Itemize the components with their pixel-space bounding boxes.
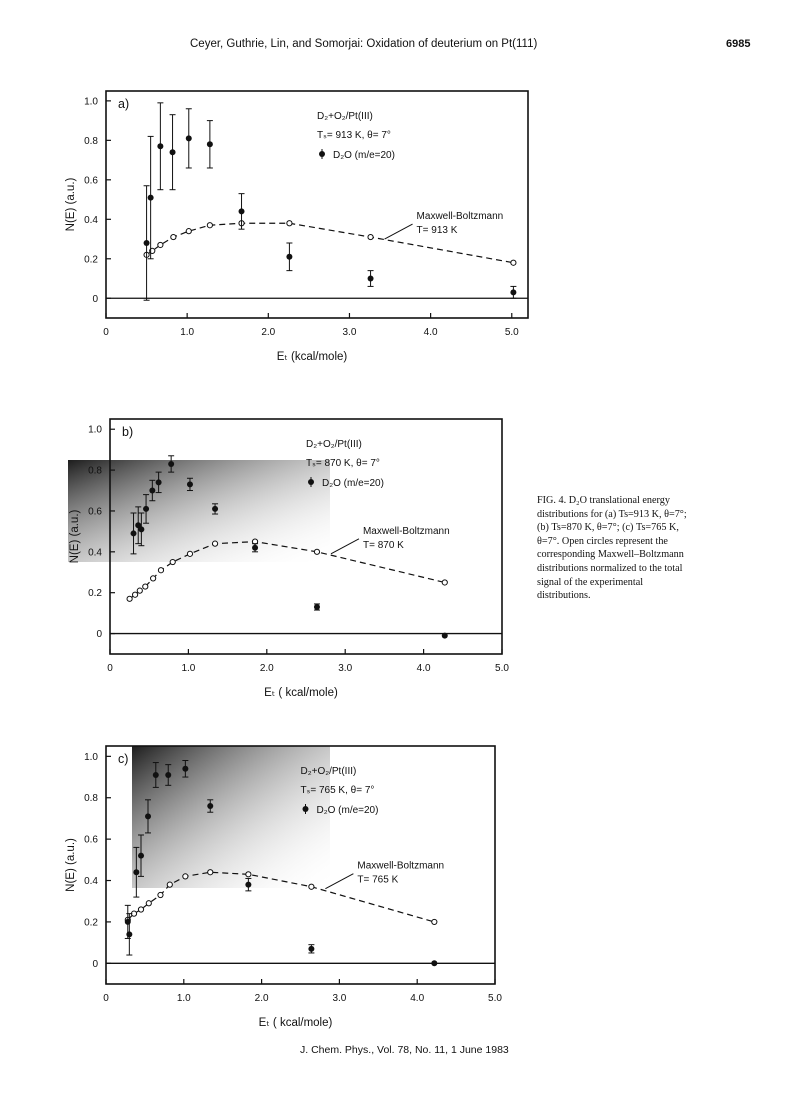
- data-point: [252, 545, 258, 551]
- y-tick-label: 0.4: [84, 214, 98, 226]
- x-tick-label: 2.0: [261, 327, 276, 338]
- x-tick-label: 0: [107, 663, 113, 674]
- mb-open-point: [246, 872, 251, 877]
- mb-open-point: [132, 592, 137, 597]
- chart-panel-c: [0, 740, 812, 1040]
- mb-open-point: [170, 559, 175, 564]
- data-point: [165, 772, 171, 778]
- legend-conditions: Tₛ= 913 K, θ= 7°: [317, 130, 391, 141]
- mb-open-point: [158, 568, 163, 573]
- y-tick-label: 0.6: [84, 175, 98, 187]
- panel-label: a): [118, 97, 130, 111]
- data-point: [368, 276, 374, 282]
- x-tick-label: 4.0: [410, 993, 425, 1004]
- mb-open-point: [171, 234, 176, 239]
- legend-conditions: Tₛ= 870 K, θ= 7°: [306, 458, 380, 469]
- y-tick-label: 0: [92, 293, 98, 305]
- mb-open-point: [442, 580, 447, 585]
- legend-species: D₂O (m/e=20): [322, 478, 384, 489]
- data-point: [186, 135, 192, 141]
- running-header-title: Ceyer, Guthrie, Lin, and Somorjai: Oxidation of deuterium on Pt(111): [190, 38, 538, 50]
- data-point: [510, 289, 516, 295]
- x-tick-label: 3.0: [342, 327, 357, 338]
- y-tick-label: 0.8: [84, 793, 98, 805]
- mb-open-point: [186, 229, 191, 234]
- mb-open-point: [187, 551, 192, 556]
- x-tick-label: 5.0: [504, 327, 519, 338]
- y-tick-label: 0.4: [84, 876, 98, 888]
- data-point: [126, 931, 132, 937]
- mb-open-point: [167, 882, 172, 887]
- y-tick-label: 0.2: [88, 588, 102, 600]
- data-point: [207, 141, 213, 147]
- x-tick-label: 0: [103, 993, 109, 1004]
- data-point: [239, 208, 245, 214]
- mb-open-point: [432, 919, 437, 924]
- plot-frame: [106, 91, 528, 318]
- y-tick-label: 0.6: [88, 506, 102, 518]
- data-point: [149, 488, 155, 494]
- mb-open-point: [368, 234, 373, 239]
- data-point: [182, 766, 188, 772]
- x-axis-label: Eₜ ( kcal/mole): [258, 1017, 333, 1029]
- mb-open-point: [143, 584, 148, 589]
- legend-conditions: Tₛ= 765 K, θ= 7°: [300, 785, 375, 796]
- data-point: [143, 506, 149, 512]
- panel-label: b): [122, 425, 134, 439]
- x-tick-label: 1.0: [181, 663, 196, 674]
- y-tick-label: 0: [96, 629, 102, 641]
- mb-open-point: [138, 907, 143, 912]
- mb-open-point: [127, 596, 132, 601]
- x-axis-label: Eₜ ( kcal/mole): [264, 687, 338, 699]
- data-point: [207, 803, 213, 809]
- data-point: [145, 813, 151, 819]
- mb-open-point: [151, 576, 156, 581]
- y-tick-label: 1.0: [84, 96, 98, 108]
- data-point: [170, 149, 176, 155]
- y-tick-label: 0.8: [88, 465, 102, 477]
- y-tick-label: 0.4: [88, 547, 102, 559]
- data-point: [156, 479, 162, 485]
- x-tick-label: 3.0: [338, 663, 353, 674]
- x-tick-label: 1.0: [180, 327, 195, 338]
- data-point: [131, 530, 137, 536]
- mb-label-title: Maxwell-Boltzmann: [416, 211, 504, 223]
- page-number: 6985: [726, 38, 751, 50]
- data-point: [431, 960, 437, 966]
- data-point: [153, 772, 159, 778]
- mb-curve: [147, 223, 514, 262]
- mb-open-point: [158, 242, 163, 247]
- data-point: [138, 853, 144, 859]
- chart-panel-a: [0, 84, 812, 384]
- legend-species: D₂O (m/e=20): [333, 150, 395, 161]
- legend-reaction: D₂+O₂/Pt(III): [300, 766, 357, 777]
- data-point: [187, 481, 193, 487]
- mb-open-point: [212, 541, 217, 546]
- caption-text: FIG. 4. D₂O translational energy distributions for (a) Ts=913 K, θ=7°; (b) Ts=870 K, θ=7°; (c) Ts=765 K, θ=7°. Open circles represent the corresponding Maxwell–Boltzmann distributions normalized to the total signal of the experimental distributions.: [537, 495, 687, 602]
- y-axis-label: N(E) (a.u.): [65, 838, 77, 892]
- data-point: [245, 882, 251, 888]
- y-tick-label: 0.6: [84, 834, 98, 846]
- x-tick-label: 2.0: [254, 993, 269, 1004]
- scan-shading: [68, 460, 330, 562]
- data-point: [148, 195, 154, 201]
- mb-label-temp: T= 765 K: [357, 874, 399, 886]
- legend-species: D₂O (m/e=20): [316, 805, 379, 816]
- y-axis-label: N(E) (a.u.): [69, 509, 81, 564]
- mb-label-title: Maxwell-Boltzmann: [357, 860, 445, 872]
- legend-reaction: D₂+O₂/Pt(III): [306, 439, 362, 450]
- mb-open-point: [208, 870, 213, 875]
- mb-open-point: [287, 221, 292, 226]
- mb-label-temp: T= 913 K: [416, 225, 458, 237]
- data-point: [314, 604, 320, 610]
- x-tick-label: 0: [103, 327, 109, 338]
- x-tick-label: 5.0: [495, 663, 509, 674]
- mb-open-point: [183, 874, 188, 879]
- mb-open-point: [309, 884, 314, 889]
- mb-open-point: [207, 223, 212, 228]
- mb-pointer-arrow: [331, 539, 359, 554]
- data-point: [138, 526, 144, 532]
- y-axis-label: N(E) (a.u.): [65, 177, 77, 232]
- mb-open-point: [511, 260, 516, 265]
- data-point: [157, 143, 163, 149]
- y-tick-label: 0.2: [84, 917, 98, 929]
- y-tick-label: 1.0: [84, 751, 98, 763]
- data-point: [168, 461, 174, 467]
- data-point: [125, 919, 131, 925]
- data-point: [442, 633, 448, 639]
- y-tick-label: 0.2: [84, 254, 98, 266]
- mb-open-point: [137, 588, 142, 593]
- mb-open-point: [146, 901, 151, 906]
- journal-footer: J. Chem. Phys., Vol. 78, No. 11, 1 June 1983: [300, 1044, 509, 1056]
- data-point: [133, 869, 139, 875]
- x-tick-label: 5.0: [488, 993, 502, 1004]
- mb-open-point: [314, 549, 319, 554]
- x-tick-label: 2.0: [259, 663, 274, 674]
- mb-label-title: Maxwell-Boltzmann: [362, 525, 450, 537]
- mb-open-point: [158, 892, 163, 897]
- y-tick-label: 0: [92, 958, 98, 970]
- data-point: [212, 506, 218, 512]
- panel-label: c): [118, 752, 129, 766]
- data-point: [144, 240, 150, 246]
- x-tick-label: 4.0: [423, 327, 438, 338]
- figure-caption: [537, 494, 687, 603]
- y-tick-label: 0.8: [84, 135, 98, 147]
- x-tick-label: 4.0: [416, 663, 431, 674]
- x-tick-label: 3.0: [332, 993, 347, 1004]
- legend-reaction: D₂+O₂/Pt(III): [317, 111, 373, 122]
- mb-pointer-arrow: [385, 224, 413, 239]
- y-tick-label: 1.0: [88, 424, 102, 436]
- chart-panel-b: [0, 412, 812, 712]
- data-point: [308, 946, 314, 952]
- x-axis-label: Eₜ (kcal/mole): [276, 351, 348, 363]
- data-point: [286, 254, 292, 260]
- x-tick-label: 1.0: [176, 993, 191, 1004]
- mb-label-temp: T= 870 K: [362, 539, 404, 551]
